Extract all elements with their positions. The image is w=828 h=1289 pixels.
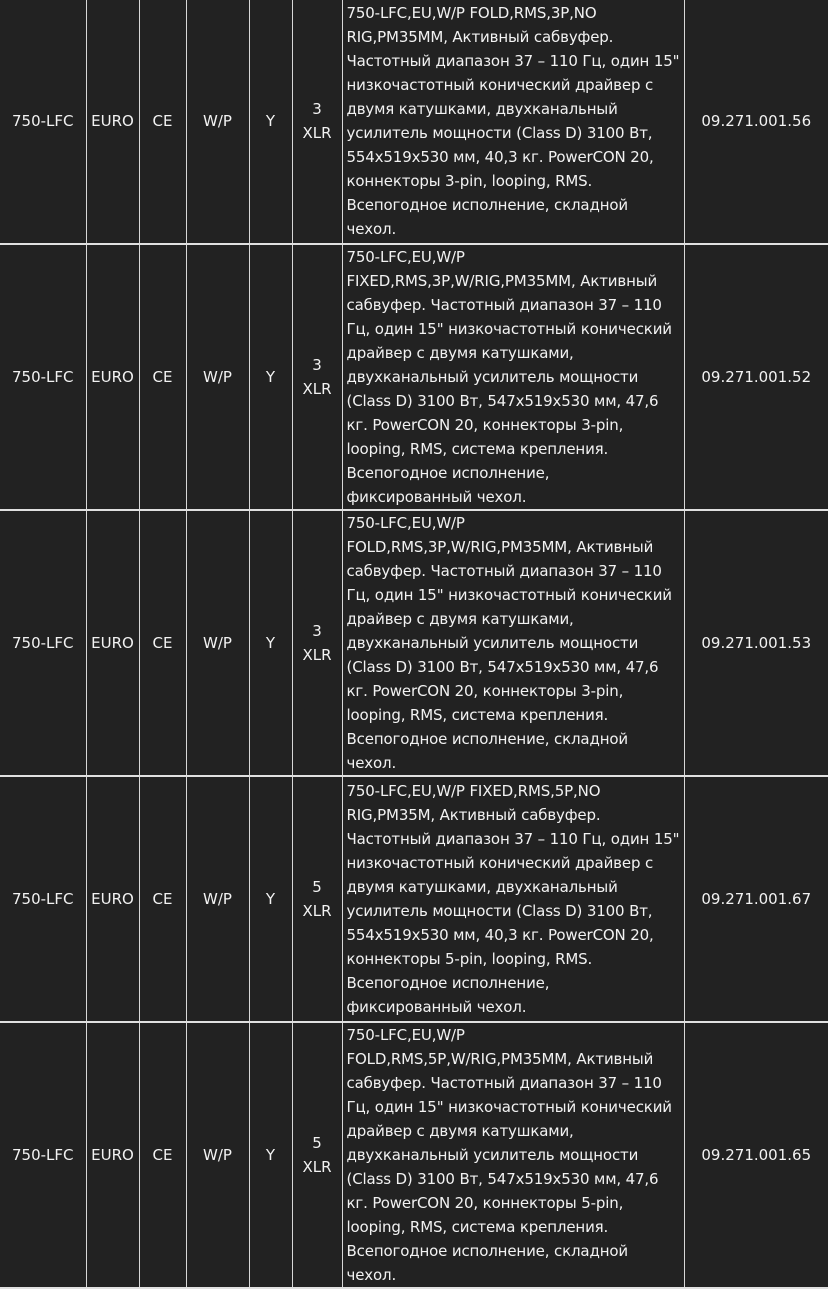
weather-cell: W/P xyxy=(186,776,249,1022)
connector-cell: 5 XLR xyxy=(292,1022,342,1288)
flag-cell: Y xyxy=(249,1022,292,1288)
model-cell: 750-LFC xyxy=(0,776,86,1022)
cert-cell: CE xyxy=(139,776,186,1022)
connector-cell: 3 XLR xyxy=(292,244,342,510)
plug-cell: EURO xyxy=(86,0,139,244)
table-row xyxy=(0,0,828,244)
model-cell: 750-LFC xyxy=(0,1022,86,1288)
plug-cell: EURO xyxy=(86,1022,139,1288)
description-cell: 750-LFC,EU,W/P FIXED,RMS,3P,W/RIG,PM35MM, Активный сабвуфер. Частотный диапазон 37 – 110 Гц, один 15" низкочастотный конический драйвер с двумя катушками, двухканальный усилитель мощности (Class D) 3100 Вт, 547x519x530 мм, 47,6 кг. PowerCON 20, коннекторы 3-pin, looping, RMS, система крепления. Всепогодное исполнение, фиксированный чехол. xyxy=(342,244,684,510)
article-code-cell: 09.271.001.52 xyxy=(684,244,828,510)
description-cell: 750-LFC,EU,W/P FOLD,RMS,3P,NO RIG,PM35MM, Активный сабвуфер. Частотный диапазон 37 – 110 Гц, один 15" низкочастотный конический драйвер с двумя катушками, двухканальный усилитель мощности (Class D) 3100 Вт, 554x519x530 мм, 40,3 кг. PowerCON 20, коннекторы 3-pin, looping, RMS. Всепогодное исполнение, складной чехол. xyxy=(342,0,684,244)
description-cell: 750-LFC,EU,W/P FOLD,RMS,5P,W/RIG,PM35MM, Активный сабвуфер. Частотный диапазон 37 – 110 Гц, один 15" низкочастотный конический драйвер с двумя катушками, двухканальный усилитель мощности (Class D) 3100 Вт, 547x519x530 мм, 47,6 кг. PowerCON 20, коннекторы 5-pin, looping, RMS, система крепления. Всепогодное исполнение, складной чехол. xyxy=(342,1022,684,1288)
cert-cell: CE xyxy=(139,0,186,244)
table-row xyxy=(0,510,828,776)
model-cell: 750-LFC xyxy=(0,244,86,510)
article-code-cell: 09.271.001.56 xyxy=(684,0,828,244)
cert-cell: CE xyxy=(139,510,186,776)
weather-cell: W/P xyxy=(186,510,249,776)
flag-cell: Y xyxy=(249,0,292,244)
description-cell: 750-LFC,EU,W/P FIXED,RMS,5P,NO RIG,PM35M, Активный сабвуфер. Частотный диапазон 37 – 110 Гц, один 15" низкочастотный конический драйвер с двумя катушками, двухканальный усилитель мощности (Class D) 3100 Вт, 554x519x530 мм, 40,3 кг. PowerCON 20, коннекторы 5-pin, looping, RMS. Всепогодное исполнение, фиксированный чехол. xyxy=(342,776,684,1022)
article-code-cell: 09.271.001.53 xyxy=(684,510,828,776)
description-cell: 750-LFC,EU,W/P FOLD,RMS,3P,W/RIG,PM35MM, Активный сабвуфер. Частотный диапазон 37 – 110 Гц, один 15" низкочастотный конический драйвер с двумя катушками, двухканальный усилитель мощности (Class D) 3100 Вт, 547x519x530 мм, 47,6 кг. PowerCON 20, коннекторы 3-pin, looping, RMS, система крепления. Всепогодное исполнение, складной чехол. xyxy=(342,510,684,776)
flag-cell: Y xyxy=(249,776,292,1022)
article-code-cell: 09.271.001.65 xyxy=(684,1022,828,1288)
article-code-cell: 09.271.001.67 xyxy=(684,776,828,1022)
table-row xyxy=(0,244,828,510)
connector-cell: 5 XLR xyxy=(292,776,342,1022)
plug-cell: EURO xyxy=(86,510,139,776)
plug-cell: EURO xyxy=(86,244,139,510)
cert-cell: CE xyxy=(139,244,186,510)
weather-cell: W/P xyxy=(186,244,249,510)
flag-cell: Y xyxy=(249,510,292,776)
weather-cell: W/P xyxy=(186,0,249,244)
model-cell: 750-LFC xyxy=(0,0,86,244)
table-row xyxy=(0,776,828,1022)
cert-cell: CE xyxy=(139,1022,186,1288)
connector-cell: 3 XLR xyxy=(292,510,342,776)
plug-cell: EURO xyxy=(86,776,139,1022)
model-cell: 750-LFC xyxy=(0,510,86,776)
flag-cell: Y xyxy=(249,244,292,510)
connector-cell: 3 XLR xyxy=(292,0,342,244)
table-row xyxy=(0,1022,828,1288)
weather-cell: W/P xyxy=(186,1022,249,1288)
